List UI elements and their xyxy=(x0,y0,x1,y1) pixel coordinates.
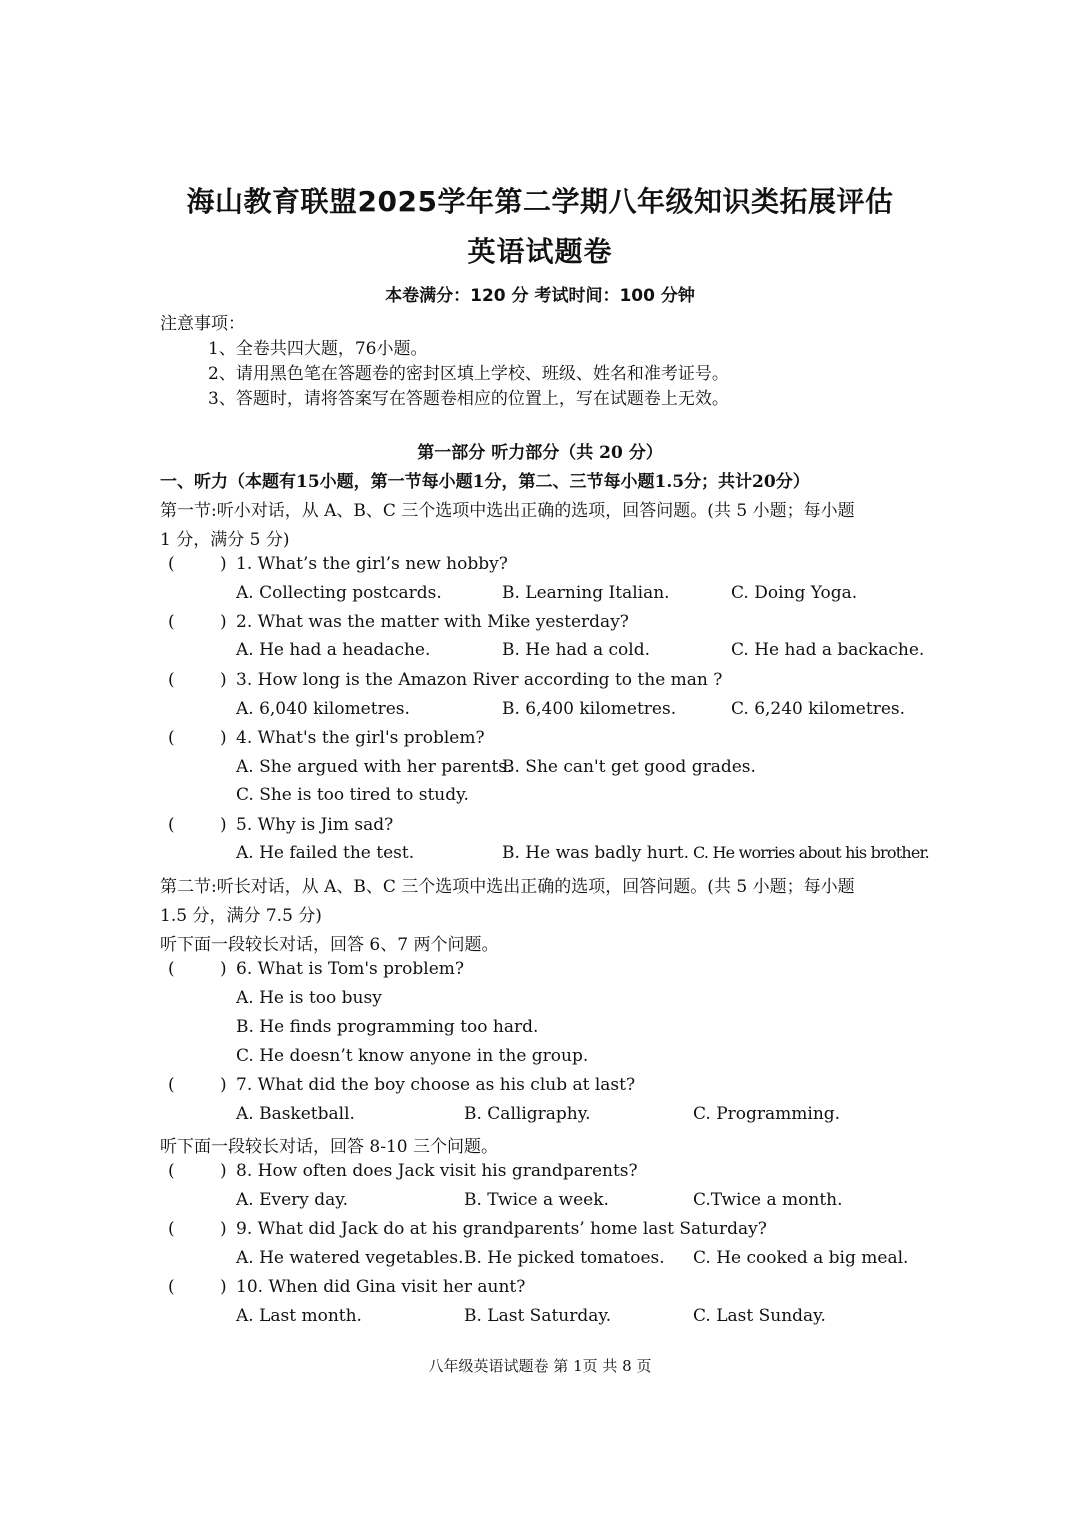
answer-blank: ( ) xyxy=(168,815,227,835)
question-8: 8. How often does Jack visit his grandparents? xyxy=(236,1161,638,1181)
q7-option-c: C. Programming. xyxy=(693,1104,841,1124)
exam-subtitle: 英语试题卷 xyxy=(467,235,613,268)
q9-option-a: A. He watered vegetables. xyxy=(236,1248,464,1268)
question-3: 3. How long is the Amazon River according to the man ? xyxy=(236,670,723,690)
notice-item-3: 3、答题时，请将答案写在答题卷相应的位置上，写在试题卷上无效。 xyxy=(208,389,729,409)
q6-option-a: A. He is too busy xyxy=(236,988,382,1008)
question-7: 7. What did the boy choose as his club at last? xyxy=(236,1075,636,1095)
q8-option-c: C.Twice a month. xyxy=(693,1190,843,1210)
q4-option-a: A. She argued with her parents. xyxy=(236,757,513,777)
q5-option-a: A. He failed the test. xyxy=(236,843,415,863)
q2-option-b: B. He had a cold. xyxy=(502,640,650,660)
q6-option-c: C. He doesn’t know anyone in the group. xyxy=(236,1046,589,1066)
q8-option-a: A. Every day. xyxy=(236,1190,349,1210)
q5-option-b: B. He was badly hurt. xyxy=(502,843,690,863)
q3-option-c: C. 6,240 kilometres. xyxy=(731,699,906,719)
dialog-intro-1: 听下面一段较长对话，回答 6、7 两个问题。 xyxy=(160,935,499,955)
question-2: 2. What was the matter with Mike yesterday? xyxy=(236,612,629,632)
question-5: 5. Why is Jim sad? xyxy=(236,815,394,835)
answer-blank: ( ) xyxy=(168,670,227,690)
question-6: 6. What is Tom's problem? xyxy=(236,959,465,979)
q4-option-b: B. She can't get good grades. xyxy=(502,757,756,777)
section2-intro-line2: 1.5 分，满分 7.5 分) xyxy=(160,906,322,926)
dialog-intro-2: 听下面一段较长对话，回答 8-10 三个问题。 xyxy=(160,1137,498,1157)
q10-option-a: A. Last month. xyxy=(236,1306,362,1326)
q1-option-a: A. Collecting postcards. xyxy=(236,583,442,603)
answer-blank: ( ) xyxy=(168,728,227,748)
page-footer: 八年级英语试题卷 第 1页 共 8 页 xyxy=(428,1357,652,1375)
q3-option-b: B. 6,400 kilometres. xyxy=(502,699,677,719)
q5-option-c: C. He worries about his brother. xyxy=(693,843,929,862)
q7-option-b: B. Calligraphy. xyxy=(464,1104,591,1124)
q9-option-c: C. He cooked a big meal. xyxy=(693,1248,909,1268)
answer-blank: ( ) xyxy=(168,554,227,574)
question-1: 1. What’s the girl’s new hobby? xyxy=(236,554,508,574)
q2-option-a: A. He had a headache. xyxy=(236,640,431,660)
question-9: 9. What did Jack do at his grandparents’ home last Saturday? xyxy=(236,1219,767,1239)
answer-blank: ( ) xyxy=(168,1161,227,1181)
section-heading: 一、听力（本题有15小题，第一节每小题1分，第二、三节每小题1.5分；共计20分） xyxy=(160,472,810,492)
q4-option-c: C. She is too tired to study. xyxy=(236,785,469,805)
score-time-line: 本卷满分：120 分 考试时间：100 分钟 xyxy=(385,286,695,306)
part-title: 第一部分 听力部分（共 20 分） xyxy=(417,443,663,463)
q6-option-b: B. He finds programming too hard. xyxy=(236,1017,539,1037)
q10-option-b: B. Last Saturday. xyxy=(464,1306,612,1326)
section1-intro-line2: 1 分，满分 5 分) xyxy=(160,530,290,550)
q7-option-a: A. Basketball. xyxy=(236,1104,355,1124)
q9-option-b: B. He picked tomatoes. xyxy=(464,1248,665,1268)
answer-blank: ( ) xyxy=(168,1219,227,1239)
q3-option-a: A. 6,040 kilometres. xyxy=(236,699,410,719)
q8-option-b: B. Twice a week. xyxy=(464,1190,609,1210)
answer-blank: ( ) xyxy=(168,1075,227,1095)
q2-option-c: C. He had a backache. xyxy=(731,640,925,660)
question-10: 10. When did Gina visit her aunt? xyxy=(236,1277,526,1297)
section1-intro-line1: 第一节:听小对话，从 A、B、C 三个选项中选出正确的选项，回答问题。(共 5 小题；每小题 xyxy=(160,501,855,521)
exam-title: 海山教育联盟2025学年第二学期八年级知识类拓展评估 xyxy=(186,185,894,218)
answer-blank: ( ) xyxy=(168,959,227,979)
q10-option-c: C. Last Sunday. xyxy=(693,1306,826,1326)
answer-blank: ( ) xyxy=(168,612,227,632)
section2-intro-line1: 第二节:听长对话，从 A、B、C 三个选项中选出正确的选项，回答问题。(共 5 小题；每小题 xyxy=(160,877,855,897)
question-4: 4. What's the girl's problem? xyxy=(236,728,485,748)
answer-blank: ( ) xyxy=(168,1277,227,1297)
q1-option-b: B. Learning Italian. xyxy=(502,583,670,603)
notice-heading: 注意事项： xyxy=(160,314,245,334)
notice-item-2: 2、请用黑色笔在答题卷的密封区填上学校、班级、姓名和准考证号。 xyxy=(208,364,729,384)
notice-item-1: 1、全卷共四大题，76小题。 xyxy=(208,339,428,359)
q1-option-c: C. Doing Yoga. xyxy=(731,583,858,603)
